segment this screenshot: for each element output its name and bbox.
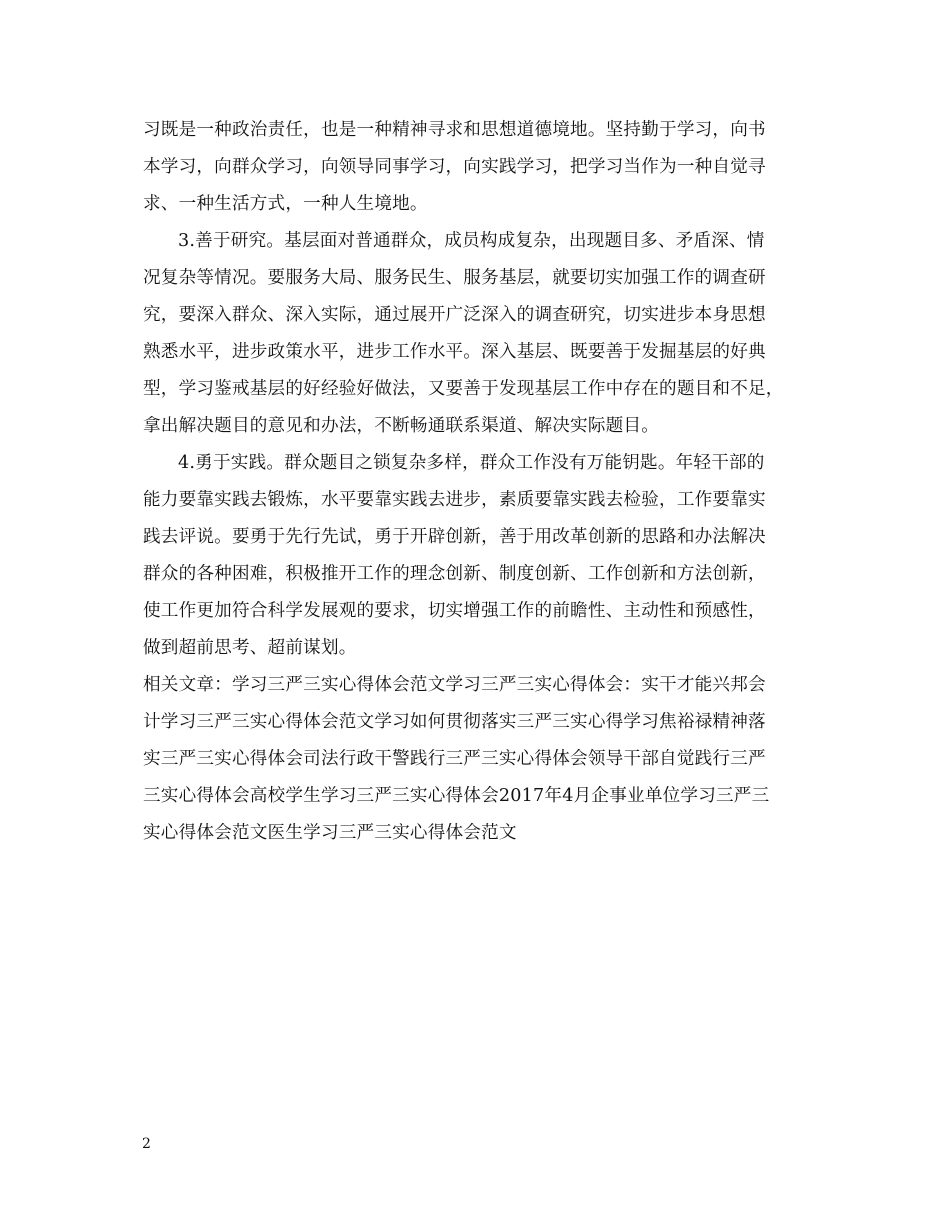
related-articles-line: 实心得体会范文医生学习三严三实心得体会范文: [143, 823, 517, 843]
text-line: 践去评说。要勇于先行先试，勇于开辟创新，善于用改革创新的思路和办法解决: [143, 527, 766, 547]
text-line: 习既是一种政治责任，也是一种精神寻求和思想道德境地。坚持勤于学习，向书: [143, 120, 766, 140]
text-line: 本学习，向群众学习，向领导同事学习，向实践学习，把学习当作为一种自觉寻: [143, 157, 766, 177]
text-line: 拿出解决题目的意见和办法，不断畅通联系渠道、解决实际题目。: [143, 416, 660, 436]
text-line: 使工作更加符合科学发展观的要求，切实增强工作的前瞻性、主动性和预感性，: [143, 601, 766, 621]
text-line: 做到超前思考、超前谋划。: [143, 638, 357, 658]
related-articles-line: 计学习三严三实心得体会范文学习如何贯彻落实三严三实心得学习焦裕禄精神落: [143, 712, 766, 732]
text-line: 况复杂等情况。要服务大局、服务民生、服务基层，就要切实加强工作的调查研: [143, 268, 766, 288]
related-articles-line: 三实心得体会高校学生学习三严三实心得体会2017年4月企事业单位学习三严三: [143, 786, 770, 806]
text-line: 熟悉水平，进步政策水平，进步工作水平。深入基层、既要善于发掘基层的好典: [143, 342, 766, 362]
related-articles-line: 相关文章：学习三严三实心得体会范文学习三严三实心得体会：实干才能兴邦会: [143, 675, 766, 695]
text-line: 4.勇于实践。群众题目之锁复杂多样，群众工作没有万能钥匙。年轻干部的: [178, 453, 765, 473]
related-articles-line: 实三严三实心得体会司法行政干警践行三严三实心得体会领导干部自觉践行三严: [143, 749, 766, 769]
text-line: 究，要深入群众、深入实际，通过展开广泛深入的调查研究，切实进步本身思想: [143, 305, 766, 325]
page-number: 2: [142, 1136, 151, 1152]
text-line: 能力要靠实践去锻炼，水平要靠实践去进步，素质要靠实践去检验，工作要靠实: [143, 490, 766, 510]
text-line: 群众的各种困难，积极推开工作的理念创新、制度创新、工作创新和方法创新，: [143, 564, 766, 584]
text-line: 3.善于研究。基层面对普通群众，成员构成复杂，出现题目多、矛盾深、情: [178, 231, 765, 251]
text-line: 型，学习鉴戒基层的好经验好做法，又要善于发现基层工作中存在的题目和不足，: [143, 379, 784, 399]
text-line: 求、一种生活方式，一种人生境地。: [143, 194, 428, 214]
